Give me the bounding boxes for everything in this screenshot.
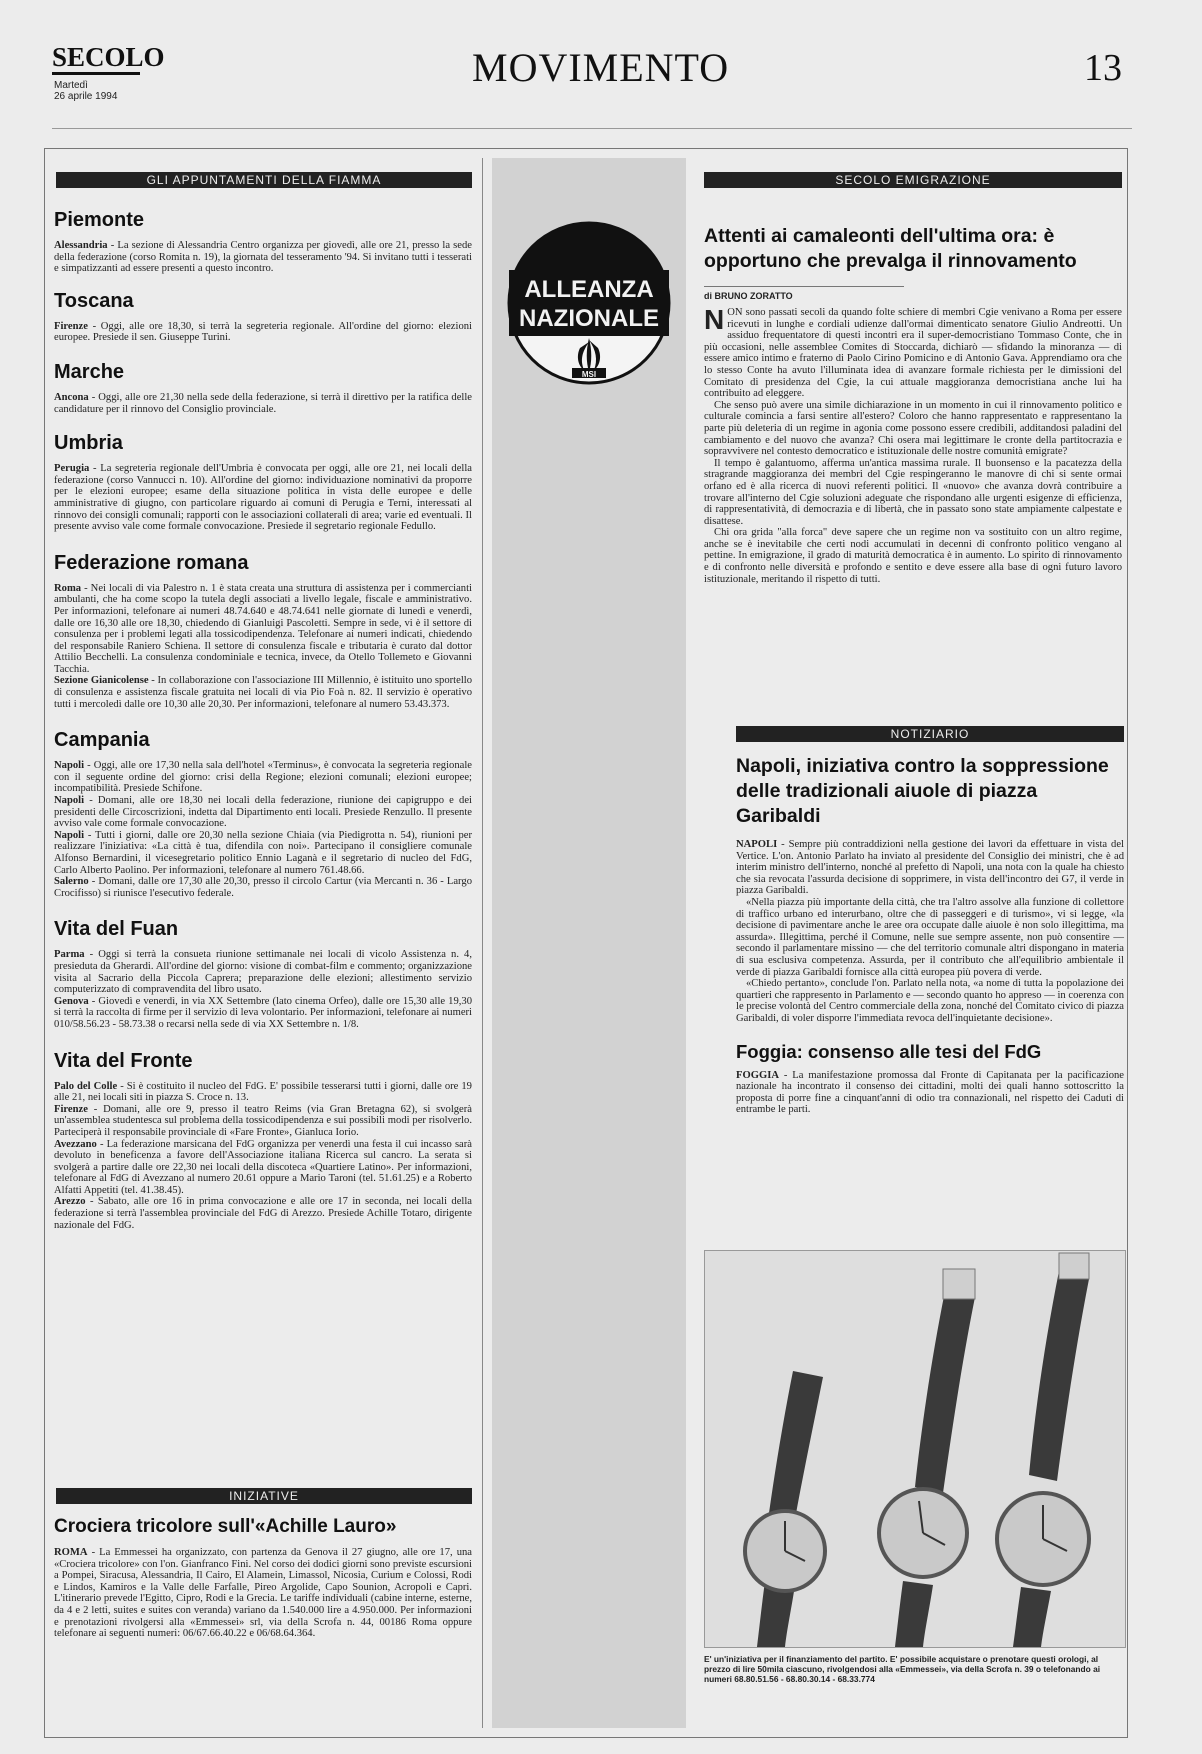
paragraph-text: «Chiedo pertanto», conclude l'on. Parlato nella nota, «a nome di tutta la popolazione dei quartieri che rappresento in Parlamento e — secondo quanto ho appreso — in coerenza con le precise volontà del Centro commerciale della zona, nonché del Comitato civico di piazza Garibaldi, di voler disporre l'immediata revoca dell'inquietante decisione». <box>736 978 1124 1024</box>
region-title: Toscana <box>54 289 134 312</box>
byline-rule <box>704 286 904 287</box>
appointment-item <box>54 1139 472 1197</box>
watches-image <box>705 1251 1125 1647</box>
emigrazione-headline: Attenti ai camaleonti dell'ultima ora: è opportuno che prevalga il rinnovamento <box>704 225 1077 272</box>
appointment-item <box>54 1196 472 1231</box>
logo-msi: MSI <box>581 370 597 379</box>
issue-date-text: 26 aprile 1994 <box>54 91 118 102</box>
appointment-text: - La federazione marsicana del FdG organizza per venerdì una festa il cui incasso sarà devoluto in beneficenza a favore dell'Associazione italiana Ricerca sul cancro. La serata si svolgerà a partire dalle ore 22,30 nei locali della discoteca «Quartiere Latino». Per informazioni, telefonare al FdG di Avezzano al numero 20.61 oppure a Mario Taroni (tel. 51.61.25) e a Roberto Alfatti Appetiti (tel. 41.38.45). <box>54 1138 472 1196</box>
appointment-place: Firenze <box>54 320 88 332</box>
watches-photo <box>704 1250 1126 1648</box>
appointment-place: Palo del Colle <box>54 1080 118 1092</box>
article-paragraph <box>704 527 1122 585</box>
paragraph-text: Il tempo è galantuomo, afferma un'antica massima rurale. Il buonsenso e la pacatezza della stragrande maggioranza dei membri del Cgie respingeranno le manovre di chi si sente ormai orfano ed è alla ricerca di nuovi referenti politici. Il «nuovo» che avanza dovrà contribuire a trovare all'interno del Cgie soluzioni adeguate che rispondano alle urgenti esigenze di efficienza, di rappresentatività, di democrazia e di libertà, che in passato sono state ampiamente calpestate e disattese. <box>704 457 1122 527</box>
appointment-text: - Domani, alle ore 18,30 nei locali della federazione, riunione dei capigruppo e dei presidenti delle Circoscrizioni, indetta dal Dipartimento enti locali. Presiede Renzullo. Il presente avviso vale come formale convocazione. <box>54 795 472 830</box>
appointments-column <box>52 158 483 1728</box>
appointment-place: Arezzo <box>54 1196 86 1208</box>
region-title: Marche <box>54 360 125 383</box>
appointment-item <box>54 463 472 533</box>
appointment-place: Firenze <box>54 1103 88 1115</box>
logo-rule <box>52 72 140 75</box>
article-paragraph <box>704 400 1122 458</box>
drop-cap: N <box>704 304 725 335</box>
emigration-column <box>700 158 1128 1728</box>
appointment-text: - Giovedì e venerdì, in via XX Settembre (lato cinema Orfeo), dalle ore 15,30 alle 19,30 si terrà la raccolta di firme per il servizio di leva volontario. Per informazioni, telefonare ai numeri 010/58.56.23 - 58.73.38 o recarsi nella sede di via XX Settembre n. 1/8. <box>54 995 472 1030</box>
page-number: 13 <box>1084 47 1122 89</box>
appointment-text: - Sabato, alle ore 16 in prima convocazione e alle ore 17 in seconda, nei locali della federazione si terrà l'assemblea provinciale del FdG di Arezzo. Presiede Achille Totaro, dirigente nazionale del FdG. <box>54 1196 472 1231</box>
appointment-text: - Tutti i giorni, dalle ore 20,30 nella sezione Chiaia (via Piedigrotta n. 54), riunioni per realizzare l'iniziativa: «La città è tua, difendila con noi». Partecipano il consigliere comunale Alfonso Bernardini, il vicesegretario politico Ennio Laganà e il segretario di nucleo del FdG, Carlo Alberto Paolino. Per informazioni, telefonare al numero 761.48.66. <box>54 829 472 876</box>
alleanza-nazionale-logo <box>506 220 672 386</box>
appointment-text: - Oggi, alle ore 18,30, si terrà la segreteria regionale. All'ordine del giorno: elezioni europee. Presiede il sen. Giuseppe Turini. <box>54 320 472 344</box>
appointment-text: - Nei locali di via Palestro n. 1 è stata creata una struttura di assistenza per i commercianti ambulanti, che ha come scopo la tutela degli associati a livello legale, fiscale e amministrativo. Per informazioni, telefonare ai numeri 48.74.640 e 48.74.641 nelle giornate di lunedì e venerdì, dalle ore 16,30 alle ore 18,30, chiedendo di Gianluigi Pascoletti. Sempre in sede, vi è il settore di consulenza per i problemi legati alla tossicodipendenza. Telefonare ai numeri indicati, chiedendo del responsabile Raniero Schiena. Il settore di consulenza fiscale e tributaria è curato dal dottor Attilio Becchelli. La consulenza condominiale e tecnica, invece, da Otello Tollemeto e Giovanni Tacchia. <box>54 582 472 675</box>
region-title: Vita del Fronte <box>54 1049 193 1072</box>
region-section <box>54 360 472 415</box>
iniziative-text <box>54 1547 472 1640</box>
region-section <box>54 1049 472 1232</box>
appointment-item <box>54 583 472 676</box>
appointments-list <box>54 208 472 1249</box>
appointment-place: Avezzano <box>54 1138 97 1150</box>
appointment-text: - In collaborazione con l'associazione III Millennio, è istituito uno sportello di consulenza e assistenza fiscale gratuita nei locali di via Pio Foà n. 82. Il servizio è operativo tutti i mercoledì dalle ore 10,30 alle 20,30. Per informazioni, telefonare al numero 53.43.373. <box>54 675 472 710</box>
region-section <box>54 551 472 711</box>
foggia-body: - La manifestazione promossa dal Fronte di Capitanata per la pacificazione nazionale ha incontrato il consenso dei cittadini, molti dei quali hanno sottoscritto la proposta di porre fine a cinquant'anni di odio tra connazionali, nel rispetto dei Caduti di entrambe le parti. <box>736 1069 1124 1116</box>
appointment-item <box>54 876 472 899</box>
appointment-text: - Si è costituito il nucleo del FdG. E' possibile tesserarsi tutti i giorni, dalle ore 19 alle 21, nei locali siti in piazza S. Croce n. 13. <box>54 1080 472 1104</box>
region-section <box>54 917 472 1030</box>
appointment-place: Parma <box>54 949 85 961</box>
iniziative-headline: Crociera tricolore sull'«Achille Lauro» <box>54 1516 397 1537</box>
region-title: Vita del Fuan <box>54 918 179 941</box>
region-section <box>54 208 472 275</box>
notiziario-article <box>736 754 1124 1116</box>
appointment-text: - Domani, dalle ore 17,30 alle 20,30, presso il circolo Cartur (via Mercanti n. 36 - Largo Crocifisso) si riunisce l'esecutivo federale. <box>54 876 472 899</box>
iniziative-body: - La Emmessei ha organizzato, con partenza da Genova il 27 giugno, alle ore 17, una «Crociera tricolore» con l'on. Gianfranco Fini. Nel corso dei dodici giorni sono previste escursioni a Pompei, Siracusa, Alessandria, Il Cairo, El Alamein, Limassol, Nicosia, Curium e Colossi, Rodi e Lindos, Kamiros e la Valle delle Farfalle, Pireo Argolide, Capo Sounion, Acropoli e Capri. L'itinerario prevede l'Egitto, Cipro, Rodi e la Grecia. Le tariffe individuali (cabine interne, esterne, da 4 e 2 letti, suites e suites con veranda) variano da 1.540.000 lire a 4.950.000. Per informazioni e prenotazioni rivolgersi alla «Emmessei» srl, via della Scrofa n. 44, 00186 Roma oppure telefonare ai seguenti numeri: 06/67.66.40.22 e 06/68.64.364. <box>54 1547 472 1640</box>
logo-line-1: ALLEANZA <box>524 276 654 303</box>
emigrazione-article <box>704 224 1122 585</box>
appointment-text: - La segreteria regionale dell'Umbria è convocata per oggi, alle ore 21, nei locali della federazione (corso Vannucci n. 10). All'ordine del giorno: individuazione nominativi da proporre per le elezioni europee; esame della situazione politica in vista delle europee e delle amministrative di giugno, con particolare riguardo ai comuni di Perugia e Terni, interessati al rinnovo dei consigli comunali; rapporti con le associazioni collaterali di area; varie ed eventuali. Il presente avviso vale come formale convocazione. Presiede il segretario regionale Fedullo. <box>54 463 472 533</box>
photo-caption: E' un'iniziativa per il finanziamento del partito. E' possibile acquistare o prenotare questi orologi, al prezzo di lire 50mila ciascuno, rivolgendosi alla «Emmessei», via della Scrofa n. 39 o telefonando ai numeri 68.80.51.56 - 68.80.30.14 - 68.33.774 <box>704 1654 1101 1684</box>
masthead <box>52 38 1132 108</box>
region-title: Piemonte <box>54 209 145 231</box>
region-section <box>54 289 472 344</box>
appointment-place: Napoli <box>54 760 85 772</box>
appointment-text: - Oggi, alle ore 21,30 nella sede della federazione, si terrà il direttivo per la ratifica delle candidature per il rinnovo del Consiglio provinciale. <box>54 391 472 415</box>
notiziario-headline: Napoli, iniziativa contro la soppressione delle tradizionali aiuole di piazza Garibaldi <box>736 755 1109 827</box>
appointment-item <box>54 321 472 344</box>
iniziative-bar: INIZIATIVE <box>56 1488 472 1504</box>
napoli-paragraph <box>736 897 1124 978</box>
appointments-bar: GLI APPUNTAMENTI DELLA FIAMMA <box>56 172 472 188</box>
appointment-text: - Oggi, alle ore 17,30 nella sala dell'hotel «Terminus», è convocata la segreteria regionale con il seguente ordine del giorno: crisi della Regione; elezioni comunali; elezioni europee; incompatibilità. Presiede Schifone. <box>54 760 472 795</box>
appointment-place: Perugia <box>54 463 90 475</box>
article-paragraph <box>704 304 1122 400</box>
article-paragraph <box>704 458 1122 528</box>
emigrazione-bar: SECOLO EMIGRAZIONE <box>704 172 1122 188</box>
appointment-place: Alessandria <box>54 240 108 251</box>
paragraph-text: Che senso può avere una simile dichiarazione in un momento in cui il rinnovamento politico e culturale comincia a farsi sentire all'estero? Coloro che hanno rappresentato e rappresentano la parte più deleteria di un regime in agonia come possono essere credibili, additandosi paladini del cambiamento e del nuovo che avanza? Chi osera mai legittimare le cronte della partitocrazia e sopravvivere nel contesto democratico e istituzionale delle nostre comunità emigrate? <box>704 399 1122 458</box>
napoli-paragraph <box>736 839 1124 897</box>
appointment-place: Roma <box>54 582 82 594</box>
paragraph-text: Chi ora grida "alla forca" deve sapere che un regime non va sostituito con un altro regime, anche se è inevitabile che certi nodi accumulati in decenni di confronto politico vengano al pettine. In emigrazione, il grado di maturità democratica è in aumento. Lo spirito di rinnovamento e di confronto nelle diversità e profondo e sentito e deve essere alla base di ogni futuro lavoro istituzionale, meritando il rispetto di tutti. <box>704 527 1122 585</box>
region-title: Campania <box>54 729 150 752</box>
byline: di BRUNO ZORATTO <box>704 291 793 301</box>
appointment-item <box>54 1081 472 1104</box>
appointment-place: Napoli <box>54 829 85 841</box>
paragraph-text: - Sempre più contraddizioni nella gestione dei lavori da effettuare in vista del Vertice. L'on. Antonio Parlato ha inviato al presidente del Consiglio dei ministri, che è ad interim ministro dell'interno, nonché al prefetto di Napoli, una nota con la quale ha chiesto che sia revocata l'assurda decisione di sopprimere, in vista dell'incontro dei G7, il verde in piazza Garibaldi. <box>736 839 1124 897</box>
appointment-item <box>54 760 472 795</box>
appointment-item <box>54 392 472 415</box>
issue-date <box>54 80 117 102</box>
issue-day: Martedì <box>54 80 88 91</box>
appointment-item <box>54 240 472 275</box>
foggia-place: FOGGIA <box>736 1069 779 1081</box>
party-logo-column <box>492 158 686 1728</box>
region-title: Umbria <box>54 432 123 455</box>
napoli-body <box>736 839 1124 1025</box>
appointment-item <box>54 675 472 710</box>
appointment-item <box>54 830 472 876</box>
appointment-item <box>54 949 472 995</box>
paragraph-text: ON sono passati secoli da quando folte schiere di membri Cgie venivano a Roma per essere ricevuti in lunghe e cordiali udienze dall'ormai dimenticato senatore Giulio Andreotti. Un assiduo frequentatore di questi incontri era il super-democristiano Tommaso Conte, che in più occasioni, nelle assemblee Comites di Stoccarda, dichiarò — sfidando la minoranza — di essere amico intimo e fraterno di Paolo Cirino Pomicino e di Antonio Gava. Apprendiamo ora che lo stesso Conte ha avuto l'illuminata idea di avanzare formale richiesta per le dimissioni del Comitato di presidenza del Cgie, la cui attuale maggioranza democristiana anche lui ha contribuito ad eleggere. <box>704 307 1122 400</box>
region-section <box>54 728 472 899</box>
paragraph-text: «Nella piazza più importante della città, che tra l'altro assolve alla funzione di collettore di traffico urbano ed interurbano, oltre che di passeggeri e di turismo», vi si legge, «la decisione di pavimentare anche le aree ora occupate dalle aiuole è non solo illegittima, ma assurda». Illegittima, perché il Comune, nelle sue sempre assente, non può consentire — secondo il parlamentare missino — che del territorio comunale altri dispongano in materia di sua esclusiva competenza. Assurda, per il contributo che all'equilibrio ambientale il verde di piazza Garibaldi fornisce alla città europea più povera di verde. <box>736 896 1124 978</box>
foggia-text <box>736 1070 1124 1116</box>
notiziario-bar: NOTIZIARIO <box>736 726 1124 742</box>
region-title: Federazione romana <box>54 551 249 574</box>
region-section <box>54 431 472 533</box>
section-title: MOVIMENTO <box>472 45 730 90</box>
iniziative-article <box>54 1514 472 1640</box>
appointment-place: Napoli <box>54 795 85 807</box>
appointment-item <box>54 1104 472 1139</box>
appointment-text: - Oggi si terrà la consueta riunione settimanale nei locali di vicolo Assistenza n. 4, presieduta da Gherardi. All'ordine del giorno: visione di combat-film e commento; organizzazione visita al Sacrario della Piccola Caprera; preparazione delle elezioni; allestimento servizio computerizzato di compravendita del libro usato. <box>54 949 472 996</box>
logo-line-2: NAZIONALE <box>519 305 659 332</box>
foggia-headline: Foggia: consenso alle tesi del FdG <box>736 1040 1042 1062</box>
iniziative-place: ROMA <box>54 1547 88 1558</box>
napoli-paragraph <box>736 978 1124 1024</box>
masthead-rule <box>52 128 1132 129</box>
appointment-place: Salerno <box>54 876 89 888</box>
newspaper-logo: SECOLO <box>52 42 165 72</box>
appointment-place: Sezione Gianicolense <box>54 675 149 687</box>
appointment-item <box>54 795 472 830</box>
appointment-text: - La sezione di Alessandria Centro organizza per giovedì, alle ore 21, presso la sede della federazione (corso Romita n. 19), la giornata del tesseramento '94. Si invitano tutti i tesserati e simpatizzanti ad essere presenti a questo incontro. <box>54 240 472 275</box>
appointment-item <box>54 996 472 1031</box>
appointment-place: Ancona <box>54 391 89 403</box>
appointment-place: Genova <box>54 995 89 1007</box>
appointment-text: - Domani, alle ore 9, presso il teatro Reims (via Gran Bretagna 62), si svolgerà un'assemblea studentesca sul problema della tossicodipendenza e sui possibili modi per risolverlo. Parteciperà il responsabile provinciale di «Fare Fronte», Gianluca Iorio. <box>54 1103 472 1138</box>
emigrazione-body <box>704 304 1122 585</box>
napoli-place: NAPOLI <box>736 839 778 850</box>
